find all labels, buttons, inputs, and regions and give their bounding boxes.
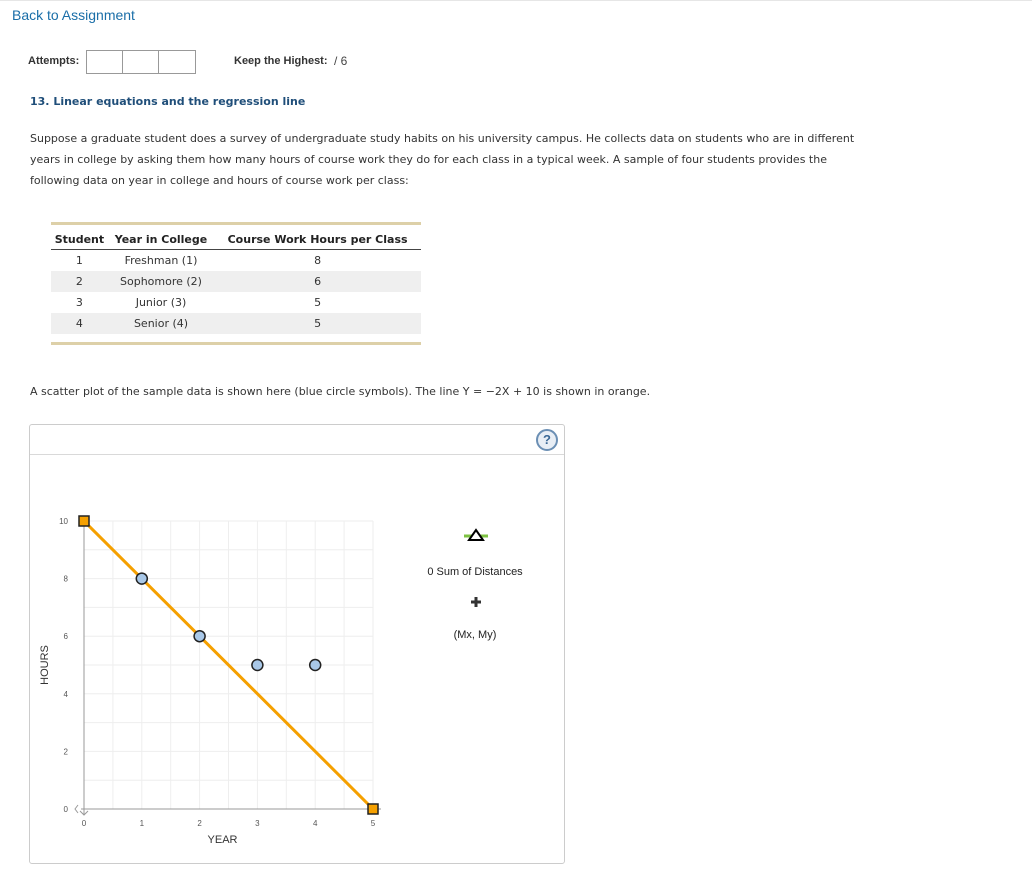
y-axis-label: HOURS xyxy=(39,645,51,685)
line-endpoint-handle[interactable] xyxy=(368,804,378,814)
cell-hours: 8 xyxy=(314,254,322,267)
help-icon[interactable]: ? xyxy=(536,429,558,451)
keep-highest-value: / 6 xyxy=(334,54,348,68)
graph-panel xyxy=(29,424,565,864)
attempt-box-2 xyxy=(123,51,159,73)
cell-hours: 5 xyxy=(314,296,322,309)
data-point xyxy=(310,660,321,671)
cell-student: 3 xyxy=(75,296,83,309)
y-tick-label: 4 xyxy=(63,689,68,699)
cell-student: 4 xyxy=(51,313,108,334)
x-tick-label: 0 xyxy=(81,819,87,828)
x-axis-arrow-icon xyxy=(75,805,78,813)
graph-panel-header xyxy=(30,425,564,455)
question-title: 13. Linear equations and the regression line xyxy=(30,95,306,108)
x-tick-label: 5 xyxy=(370,819,376,828)
cell-student: 2 xyxy=(51,271,108,292)
scatter-description: A scatter plot of the sample data is shown here (blue circle symbols). The line Y = −2X + 10 is shown in orange. xyxy=(30,385,651,398)
x-tick-label: 2 xyxy=(197,819,202,828)
sum-distances-label: 0 Sum of Distances xyxy=(427,566,523,578)
x-tick-label: 4 xyxy=(312,819,318,828)
question-paragraph: Suppose a graduate student does a survey of undergraduate study habits on his university campus. He collects data on students who are in different years in college by asking them how many hours of course work they do for each class in a typical week. A sample of four students provides the following data on year in college and hours of course work per class: xyxy=(30,132,855,187)
x-tick-label: 3 xyxy=(255,819,260,828)
data-point xyxy=(136,573,147,584)
header-hours: Course Work Hours per Class xyxy=(214,225,421,250)
table-row xyxy=(51,292,421,313)
y-tick-label: 8 xyxy=(63,574,68,584)
mean-point-label: (Mx, My) xyxy=(453,629,497,641)
x-tick-label: 1 xyxy=(139,819,145,828)
top-divider xyxy=(0,0,1032,1)
cell-year: Senior (4) xyxy=(108,313,214,334)
keep-highest-label: Keep the Highest: xyxy=(234,55,328,67)
data-table xyxy=(51,222,421,345)
table-header-row xyxy=(51,225,421,250)
back-to-assignment-link[interactable]: Back to Assignment xyxy=(12,7,135,23)
y-tick-label: 6 xyxy=(63,632,68,642)
table-row xyxy=(51,250,421,272)
data-point xyxy=(194,631,205,642)
header-student: Student xyxy=(51,225,108,250)
attempt-boxes xyxy=(86,50,196,74)
y-tick-label: 2 xyxy=(63,747,68,757)
attempts-label: Attempts: xyxy=(28,55,80,67)
line-endpoint-handle[interactable] xyxy=(79,516,89,526)
table-row xyxy=(51,271,421,292)
cell-student: 1 xyxy=(75,254,83,267)
y-tick-label: 10 xyxy=(59,517,68,526)
scatter-chart xyxy=(30,454,564,864)
cell-hours: 6 xyxy=(214,271,421,292)
attempt-box-3 xyxy=(159,51,195,73)
header-year: Year in College xyxy=(108,225,214,250)
mean-cross-icon[interactable] xyxy=(471,597,481,607)
y-tick-label: 0 xyxy=(63,805,68,814)
data-point xyxy=(252,660,263,671)
table-row xyxy=(51,313,421,334)
cell-hours: 5 xyxy=(214,313,421,334)
attempt-box-1 xyxy=(87,51,123,73)
cell-year: Freshman (1) xyxy=(124,254,198,267)
x-axis-label: YEAR xyxy=(207,834,238,846)
cell-year: Junior (3) xyxy=(135,296,187,309)
cell-year: Sophomore (2) xyxy=(108,271,214,292)
